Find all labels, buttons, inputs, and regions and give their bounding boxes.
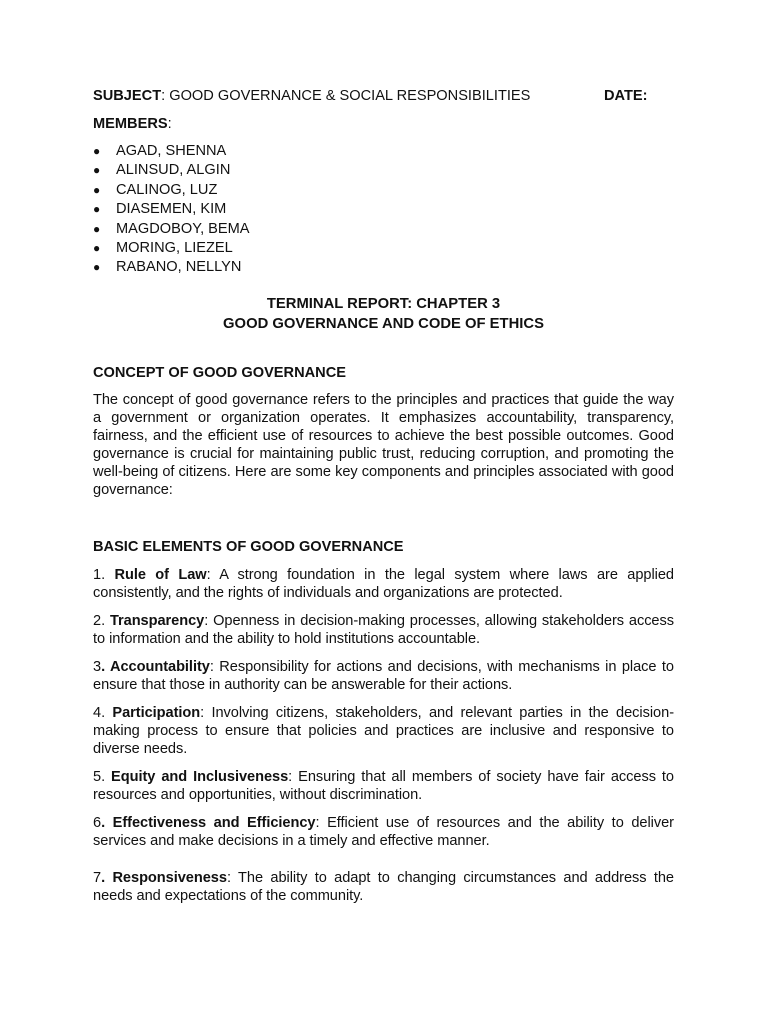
bullet-icon: ●: [93, 202, 101, 217]
element-term: . Effectiveness and Efficiency: [101, 815, 316, 831]
element-description: : Responsibility for actions and decisions, with mechanisms in place to ensure that those in authority can be answerable for their actions.: [93, 659, 674, 694]
member-item: [93, 200, 250, 219]
concept-paragraph: The concept of good governance refers to the principles and practices that guide the way a government or organization operates. It emphasizes accountability, transparency, fairness, and the efficient use of resources to achieve the best possible outcomes. Good governance is crucial for maintaining public trust, reducing corruption, and promoting the well-being of citizens. Here are some key components and principles associated with good governance:: [93, 392, 674, 499]
element-item: [93, 612, 674, 648]
bullet-icon: ●: [93, 240, 101, 255]
bullet-icon: ●: [93, 182, 101, 197]
element-term: . Responsiveness: [101, 870, 227, 886]
member-name: MAGDOBOY, BEMA: [116, 220, 250, 237]
member-name: CALINOG, LUZ: [116, 181, 218, 198]
member-item: [93, 239, 250, 258]
element-number: 6: [93, 815, 102, 831]
date-label: DATE:: [604, 88, 648, 104]
member-name: RABANO, NELLYN: [116, 259, 242, 276]
members-label: MEMBERS: [93, 116, 168, 132]
member-item: [93, 161, 250, 180]
element-term: Equity and Inclusiveness: [111, 769, 289, 785]
bullet-icon: ●: [93, 163, 101, 178]
element-number: 4.: [93, 705, 113, 721]
members-colon: :: [167, 116, 172, 132]
element-number: 2.: [93, 613, 110, 629]
member-item: [93, 181, 250, 200]
element-description: : Openness in decision-making processes, allowing stakeholders access to information and the ability to hold institutions accountable.: [93, 613, 674, 648]
element-description: : Involving citizens, stakeholders, and relevant parties in the decision-making process to ensure that policies and practices are inclusive and responsive to diverse needs.: [93, 705, 675, 758]
subject-line: [93, 86, 674, 106]
element-number: 7: [93, 870, 102, 886]
member-item: [93, 258, 250, 277]
member-name: MORING, LIEZEL: [116, 239, 233, 256]
element-item: [93, 814, 674, 850]
report-title-line2: GOOD GOVERNANCE AND CODE OF ETHICS: [223, 316, 544, 332]
element-number: 1.: [93, 567, 115, 583]
member-item: [93, 220, 250, 239]
elements-heading: BASIC ELEMENTS OF GOOD GOVERNANCE: [93, 539, 404, 555]
member-item: [93, 142, 250, 161]
element-item: [93, 869, 674, 905]
member-name: AGAD, SHENNA: [116, 143, 227, 159]
bullet-icon: ●: [93, 260, 101, 275]
element-term: Participation: [112, 705, 201, 721]
subject-label: SUBJECT: [93, 88, 162, 104]
concept-heading: CONCEPT OF GOOD GOVERNANCE: [93, 365, 346, 381]
element-term: Rule of Law: [114, 567, 207, 583]
report-title-line1: TERMINAL REPORT: CHAPTER 3: [266, 296, 501, 312]
report-title: [93, 294, 674, 334]
element-number: 3: [93, 659, 102, 675]
element-term: Transparency: [109, 613, 205, 629]
member-name: ALINSUD, ALGIN: [116, 162, 231, 179]
element-item: [93, 658, 674, 694]
element-description: : Efficient use of resources and the ability to deliver services and make decisions in a timely and effective manner.: [93, 815, 674, 850]
element-description: : A strong foundation in the legal system where laws are applied consistently, and the rights of individuals and organizations are protected.: [93, 567, 674, 602]
element-item: [93, 768, 674, 804]
member-name: DIASEMEN, KIM: [116, 201, 227, 218]
bullet-icon: ●: [93, 144, 101, 158]
element-term: . Accountability: [101, 659, 210, 675]
element-item: [93, 704, 674, 758]
document-page: [93, 0, 674, 1024]
subject-value: : GOOD GOVERNANCE & SOCIAL RESPONSIBILITIES: [161, 88, 531, 104]
element-number: 5.: [93, 769, 112, 785]
bullet-icon: ●: [93, 221, 101, 236]
members-line: [93, 114, 172, 134]
element-item: [93, 566, 674, 602]
members-list: [93, 142, 250, 278]
element-description: : The ability to adapt to changing circumstances and address the needs and expectations of the community.: [93, 870, 675, 905]
element-description: : Ensuring that all members of society have fair access to resources and opportunities, without discrimination.: [93, 769, 674, 804]
